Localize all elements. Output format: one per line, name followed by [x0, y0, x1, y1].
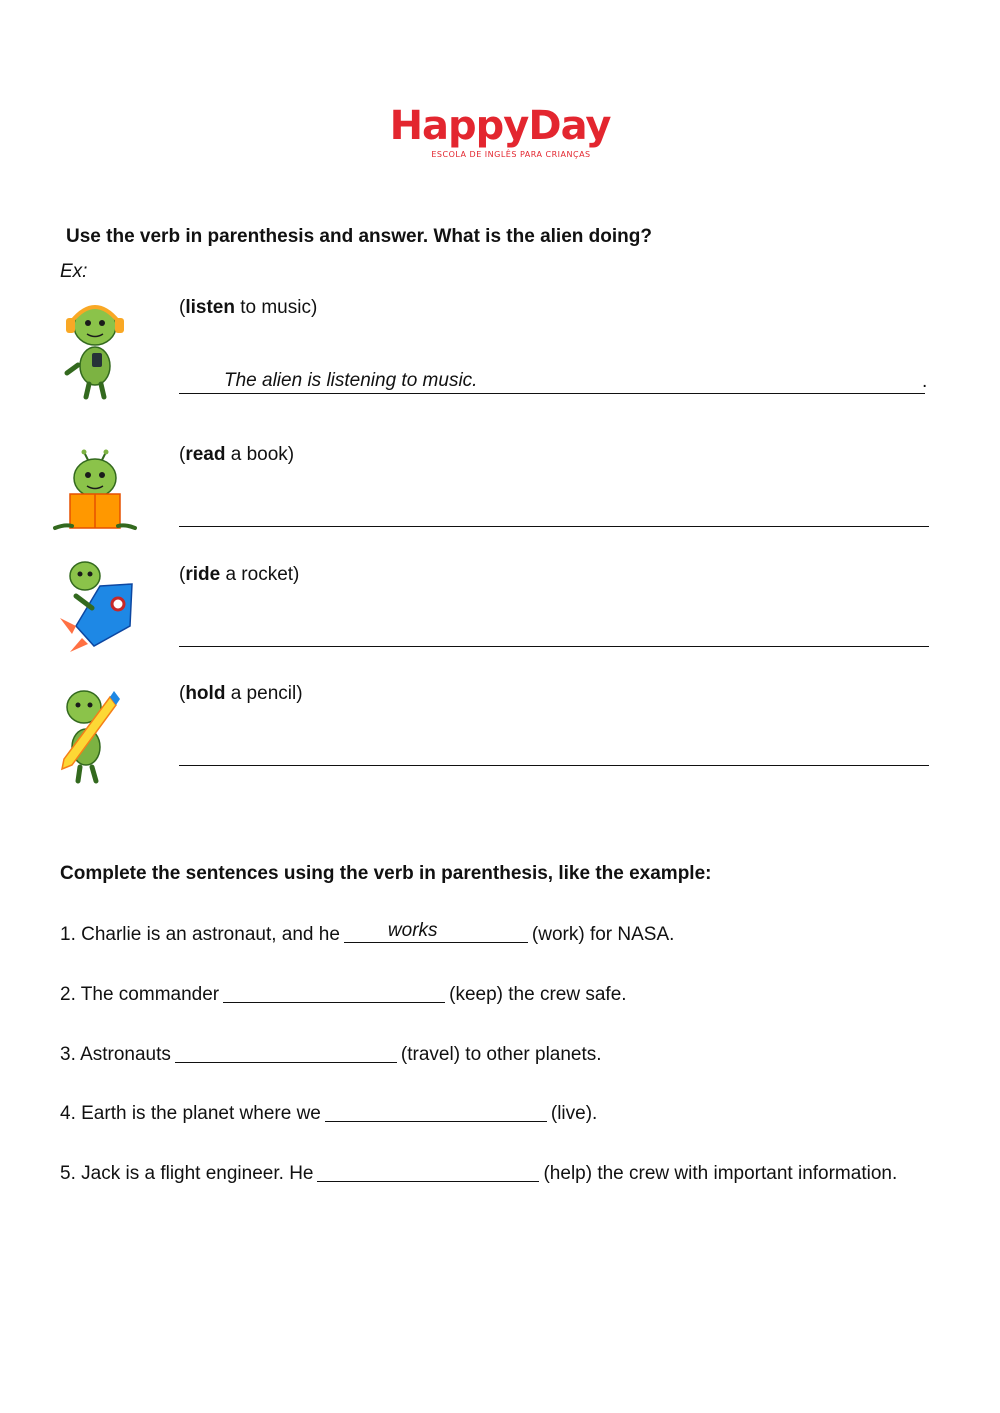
sentence-5	[60, 1161, 897, 1185]
prompt-read: (read a book)	[179, 444, 295, 465]
sentence-before: 1. Charlie is an astronaut, and he	[60, 924, 340, 945]
example-answer: The alien is listening to music.	[224, 370, 478, 391]
prompt-hold: (hold a pencil)	[179, 683, 303, 704]
sentence-after: (work) for NASA.	[531, 924, 675, 945]
answer-line-ride[interactable]	[179, 620, 929, 647]
blank-5[interactable]	[317, 1161, 539, 1182]
example-label: Ex:	[60, 261, 88, 282]
prompt-rest: to music)	[234, 297, 318, 318]
answer-line-read[interactable]	[179, 500, 929, 527]
part1-instruction: Use the verb in parenthesis and answer. What is the alien doing?	[66, 226, 652, 247]
sentence-before: 2. The commander	[60, 984, 220, 1005]
prompt-rest: a pencil)	[225, 683, 303, 704]
verb-listen: listen	[185, 297, 235, 318]
answer-line-example	[179, 367, 928, 394]
prompt-rest: a book)	[225, 444, 295, 465]
prompt-listen: (listen to music)	[179, 297, 318, 318]
sentence-before: 5. Jack is a flight engineer. He	[60, 1163, 314, 1184]
blank-4[interactable]	[325, 1101, 547, 1122]
logo-brand-a: Happy	[389, 103, 529, 149]
logo-tagline: ESCOLA DE INGLÊS PARA CRIANÇAS	[431, 150, 591, 159]
sentence-4	[60, 1101, 597, 1125]
sentence-3	[60, 1042, 602, 1066]
verb-read: read	[185, 444, 226, 465]
logo-wordmark	[0, 104, 1000, 148]
sentence-after: (live).	[550, 1103, 598, 1124]
answer-line-hold[interactable]	[179, 739, 929, 766]
alien-rocket-icon	[50, 551, 140, 661]
alien-pencil-icon	[50, 680, 140, 790]
blank-3[interactable]	[175, 1042, 397, 1063]
blank-2[interactable]	[223, 982, 445, 1003]
sentence-1	[60, 922, 674, 946]
blank-fill: works	[387, 920, 438, 941]
logo-brand-b: Day	[528, 103, 611, 149]
sentence-after: (travel) to other planets.	[400, 1044, 602, 1065]
happyday-logo	[0, 104, 1000, 159]
prompt-ride: (ride a rocket)	[179, 564, 300, 585]
part2-instruction: Complete the sentences using the verb in parenthesis, like the example:	[60, 863, 712, 884]
alien-book-icon	[50, 440, 140, 550]
verb-hold: hold	[185, 683, 226, 704]
verb-ride: ride	[185, 564, 221, 585]
example-period: .	[922, 371, 928, 392]
alien-headphones-icon	[50, 293, 140, 403]
sentence-after: (keep) the crew safe.	[449, 984, 627, 1005]
sentence-2	[60, 982, 627, 1006]
blank-1[interactable]	[344, 922, 528, 943]
sentence-after: (help) the crew with important information.	[543, 1163, 898, 1184]
sentence-before: 4. Earth is the planet where we	[60, 1103, 321, 1124]
sentence-before: 3. Astronauts	[60, 1044, 171, 1065]
prompt-rest: a rocket)	[220, 564, 300, 585]
